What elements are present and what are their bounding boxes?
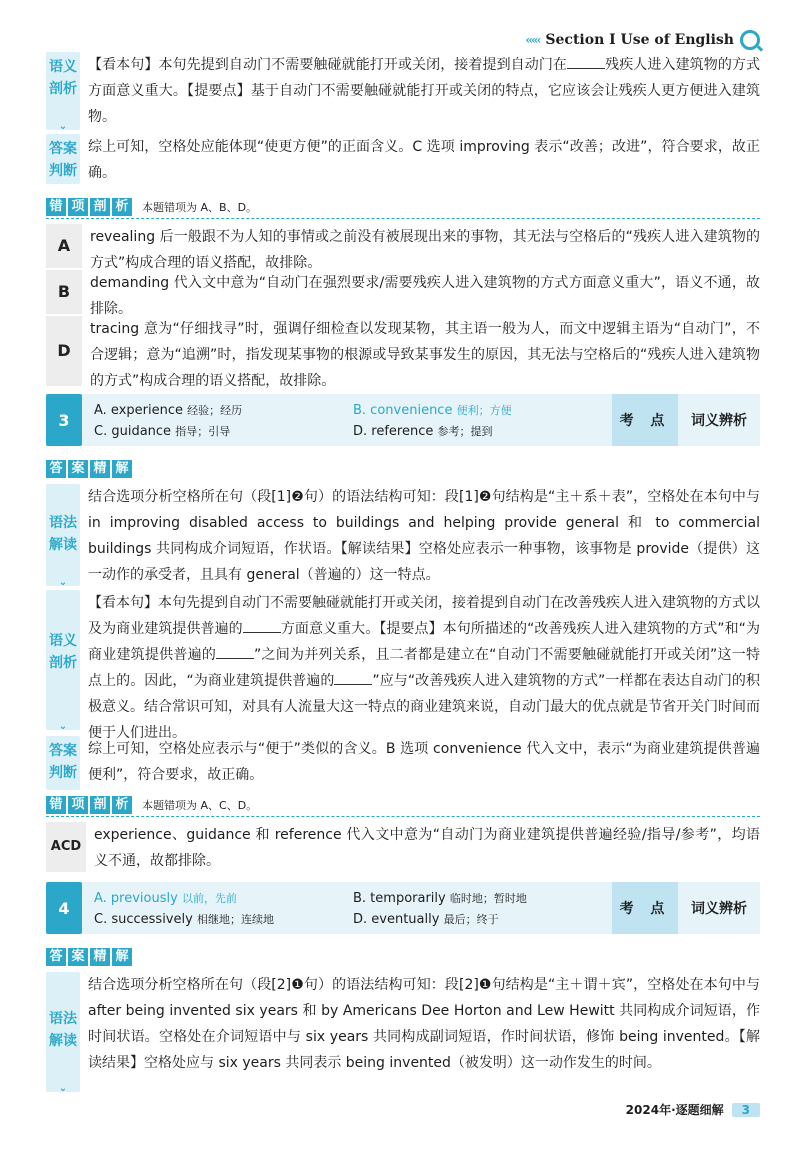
kaodian-value: 词义辨析 (691, 901, 747, 917)
options (82, 882, 612, 934)
yuyi-text: 【看本句】本句先提到自动门不需要触碰就能打开或关闭，接着提到自动门在 残疾人进入建筑物的方式方面意义重大。【提要点】基于自动门不需要触碰就能打开或关闭的特点，它应该会让残疾人更方便进入建筑物。 (80, 52, 760, 130)
option-b-correct: B. convenience 便利；方便 (353, 402, 512, 418)
daan-block-3 (46, 736, 760, 790)
option-d: D. eventually 最后；终于 (353, 911, 499, 927)
daan-text: 综上可知，空格处应能体现“使更方便”的正面含义。C 选项 improving 表示“改善；改进”，符合要求，故正确。 (88, 139, 760, 181)
yufa-block-4 (46, 972, 760, 1092)
daan-block-top (46, 134, 760, 186)
chevron-down-icon: ⌄ (58, 721, 68, 732)
error-letter: ACD (46, 822, 86, 872)
error-letter: B (46, 270, 82, 314)
yuyi-block-3 (46, 590, 760, 746)
yufa-text: 结合选项分析空格所在句（段[2]❶句）的语法结构可知：段[2]❶句结构是“主＋谓＋宾”，空格处在本句中与 after being invented six years 和 by Americans Dee Horton and Lew Hewitt 共同构成介词短语，作时间状语。空格处在介词短语中与 six years 共同构成副词短语，作时间状语，修饰 being invented。【解读结果】空格处应与 six years 共同表示 being invented（被发明）这一动作发生的时间。 (88, 977, 760, 1071)
yufa-tag: 语法解读 ⌄ (46, 484, 80, 586)
yuyi-tag: 语义剖析 ⌄ (46, 52, 80, 130)
error-letter: A (46, 224, 82, 268)
yuyi-tag: 语义剖析 ⌄ (46, 590, 80, 730)
error-note: 本题错项为 A、B、D。 (142, 201, 258, 214)
error-text: demanding 代入文中意为“自动门在强烈要求/需要残疾人进入建筑物的方式方面意义重大”，语义不通，故排除。 (90, 275, 760, 317)
blank-line (567, 54, 605, 69)
question-number: 3 (46, 394, 82, 446)
error-analysis-header-1: 错 项 剖 析 本题错项为 A、B、D。 (46, 196, 760, 219)
options (82, 394, 612, 446)
error-item-acd (46, 822, 760, 874)
option-c: C. guidance 指导；引导 (94, 423, 231, 439)
page-number: 3 (732, 1103, 760, 1117)
page-footer (626, 1101, 760, 1118)
error-item-a (46, 224, 760, 276)
chevron-down-icon: ⌄ (58, 577, 68, 588)
daan-tag: 答案判断 (46, 736, 80, 790)
yuyi-text: 【看本句】本句先提到自动门不需要触碰就能打开或关闭，接着提到自动门在改善残疾人进入建筑物的方式以及为商业建筑提供普遍的 方面意义重大。【提要点】本句所描述的“改善残疾人进入建筑物的方式”和“为商业建筑提供普遍的 ”之间为并列关系，且二者都是建立在“自动门不需要触碰就能打开或关闭”这一特点上的。因此，“为商业建筑提供普遍的 ”应与“改善残疾人进入建筑物的方式”一样都在表达自动门的积极意义。结合常识可知，对具有人流量大这一特点的商业建筑来说，自动门最大的优点就是节省开关门时间而便于人们进出。 (88, 595, 760, 741)
chevron-down-icon: ⌄ (58, 121, 68, 132)
yufa-block-3 (46, 484, 760, 588)
option-b: B. temporarily 临时地；暂时地 (353, 890, 527, 906)
daan-text: 综上可知，空格处应表示与“便于”类似的含义。B 选项 convenience 代入文中，表示“为商业建筑提供普遍便利”，符合要求，故正确。 (88, 741, 760, 783)
running-header (525, 30, 760, 50)
option-a: A. experience 经验；经历 (94, 402, 243, 418)
section-title: Section I Use of English (545, 32, 734, 48)
kaodian-value: 词义辨析 (691, 413, 747, 429)
chevron-down-icon: ⌄ (58, 1083, 68, 1094)
question-3-bar (46, 394, 760, 446)
kaodian-label: 考 点 (612, 394, 678, 446)
error-text: revealing 后一般跟不为人知的事情或之前没有被展现出来的事物，其无法与空格后的“残疾人进入建筑物的方式”构成合理的语义搭配，故排除。 (90, 229, 760, 271)
error-item-b (46, 270, 760, 322)
daan-tag: 答案判断 (46, 134, 80, 184)
error-letter: D (46, 316, 82, 386)
option-d: D. reference 参考；提到 (353, 423, 493, 439)
option-a-correct: A. previously 以前，先前 (94, 890, 237, 906)
answer-header-3: 答 案 精 解 (46, 458, 760, 480)
arrows-icon: ‹‹‹‹‹ (525, 33, 540, 47)
yufa-text: 结合选项分析空格所在句（段[1]❷句）的语法结构可知：段[1]❷句结构是“主＋系＋表”，空格处在本句中与 in improving disabled access to buildings and helping provide general 和 to commercial buildings 共同构成介词短语，作状语。【解读结果】空格处应表示一种事物，该事物是 provide（提供）这一动作的承受者，且具有 general（普遍的）这一特点。 (88, 489, 760, 583)
question-4-bar (46, 882, 760, 934)
search-icon (740, 30, 760, 50)
kaodian-label: 考 点 (612, 882, 678, 934)
error-text: tracing 意为“仔细找寻”时，强调仔细检查以发现某物，其主语一般为人，而文中逻辑主语为“自动门”，不合逻辑；意为“追溯”时，指发现某事物的根源或导致某事发生的原因，其无法与空格后的“残疾人进入建筑物的方式”构成合理的语义搭配，故排除。 (90, 321, 760, 389)
error-item-d (46, 316, 760, 394)
answer-header-4: 答 案 精 解 (46, 946, 760, 968)
question-number: 4 (46, 882, 82, 934)
error-text: experience、guidance 和 reference 代入文中意为“自动门为商业建筑提供普遍经验/指导/参考”，均语义不通，故都排除。 (94, 827, 760, 869)
option-c: C. successively 相继地；连续地 (94, 911, 274, 927)
error-analysis-header-2: 错 项 剖 析 本题错项为 A、C、D。 (46, 794, 760, 817)
yufa-tag: 语法解读 ⌄ (46, 972, 80, 1092)
yuyi-block-top (46, 52, 760, 130)
footer-text: 2024年·逐题细解 (625, 1103, 724, 1117)
